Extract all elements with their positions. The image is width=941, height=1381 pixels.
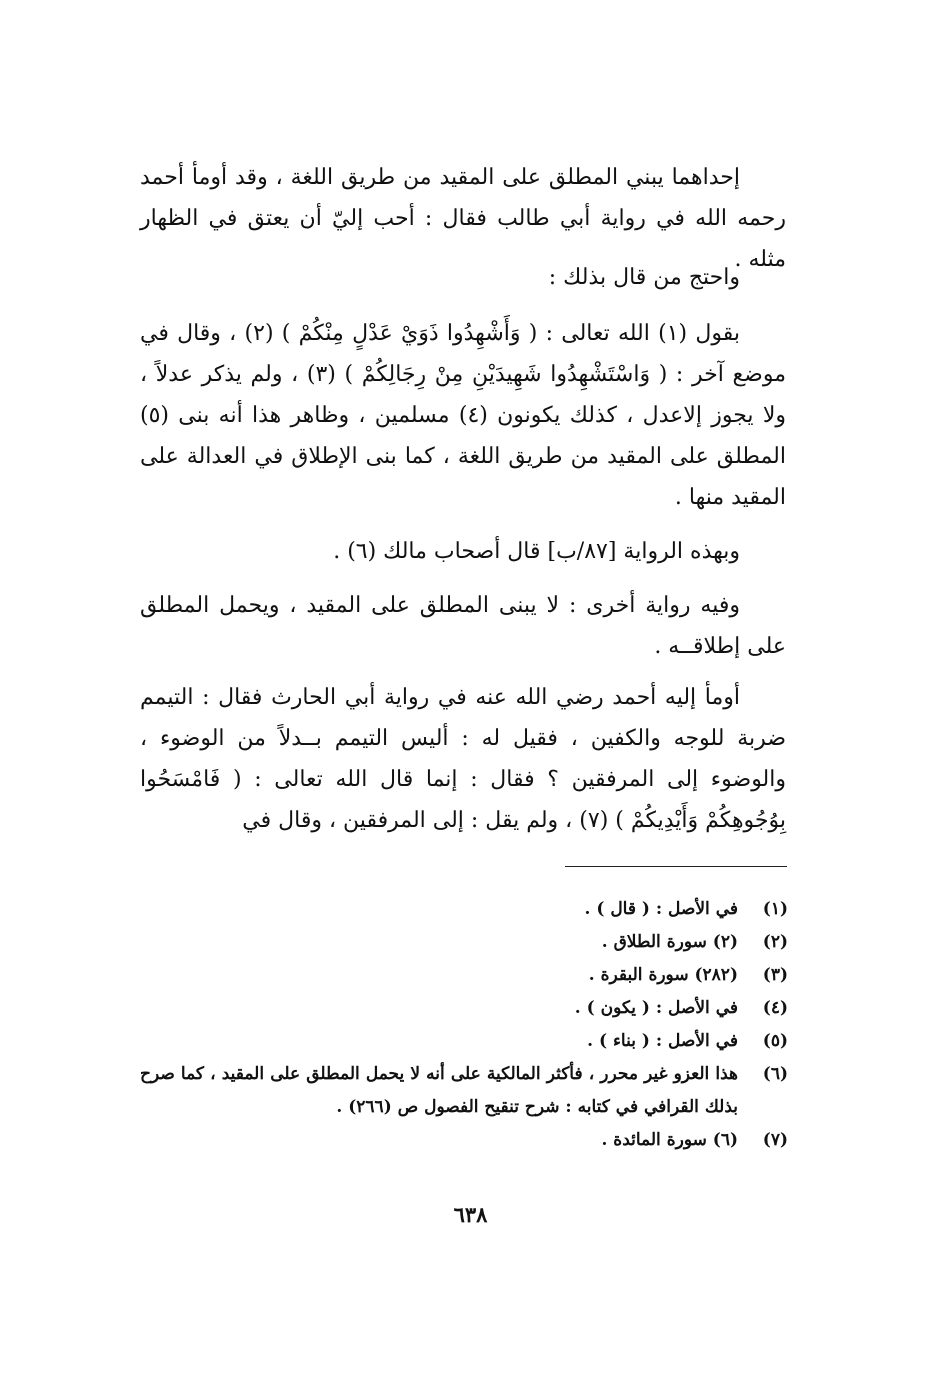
footnotes xyxy=(140,893,788,1157)
main-text xyxy=(140,0,786,860)
footnote-3 xyxy=(140,959,788,992)
footnote-number: (٢) xyxy=(762,932,788,952)
paragraph-1: إحداهما يبني المطلق على المقيد من طريق اللغة ، وقد أومأ أحمد رحمه الله في رواية أبي طالب فقال : أحب إليّ أن يعتق في الظهار مثله . xyxy=(140,165,786,272)
footnote-text: هذا العزو غير محرر ، فأكثر المالكية على أنه لا يحمل المطلق على المقيد ، كما صرح بذلك القرافي في كتابه : شرح تنقيح الفصول ص (٢٦٦) . xyxy=(140,1064,738,1117)
footnote-1 xyxy=(140,893,788,926)
footnote-text: في الأصل : ( قال ) . xyxy=(584,899,738,919)
footnote-text: (٢) سورة الطلاق . xyxy=(601,932,738,952)
footnote-number: (٤) xyxy=(762,998,788,1018)
paragraph-2: واحتج من قال بذلك : xyxy=(548,265,740,290)
footnote-text: في الأصل : ( يكون ) . xyxy=(574,998,738,1018)
footnote-7 xyxy=(140,1124,788,1157)
paragraph-5: وفيه رواية أخرى : لا يبنى المطلق على المقيد ، ويحمل المطلق على إطلاقــه . xyxy=(140,593,786,659)
footnote-4 xyxy=(140,992,788,1025)
footnote-2 xyxy=(140,926,788,959)
footnote-number: (٥) xyxy=(762,1031,788,1051)
paragraph-4: وبهذه الرواية [٨٧/ب] قال أصحاب مالك (٦) . xyxy=(333,539,740,564)
footnote-number: (٦) xyxy=(762,1064,788,1084)
footnote-number: (٣) xyxy=(762,965,788,985)
footnote-number: (١) xyxy=(762,899,788,919)
footnote-number: (٧) xyxy=(762,1130,788,1150)
page-number: ٦٣٨ xyxy=(453,1202,488,1227)
footnote-text: (٢٨٢) سورة البقرة . xyxy=(588,965,738,985)
footnote-6 xyxy=(140,1058,788,1124)
footnote-text: (٦) سورة المائدة . xyxy=(601,1130,738,1150)
paragraph-6: أومأ إليه أحمد رضي الله عنه في رواية أبي الحارث فقال : التيمم ضربة للوجه والكفين ، فقيل له : أليس التيمم بــدلاً من الوضوء ، والوضوء إلى المرفقين ؟ فقال : إنما قال الله تعالى : ( فَامْسَحُوا بِوُجُوهِكُمْ وَأَيْدِيكُمْ ) (٧) ، ولم يقل : إلى المرفقين ، وقال في xyxy=(140,685,786,833)
footnote-text: في الأصل : ( بناء ) . xyxy=(587,1031,738,1051)
footnote-5 xyxy=(140,1025,788,1058)
footnote-separator xyxy=(565,866,787,867)
paragraph-3: بقول (١) الله تعالى : ( وَأَشْهِدُوا ذَوَيْ عَدْلٍ مِنْكُمْ ) (٢) ، وقال في موضع آخر : ( وَاسْتَشْهِدُوا شَهِيدَيْنِ مِنْ رِجَالِكُمْ ) (٣) ، ولم يذكر عدلاً ، ولا يجوز إلاعدل ، كذلك يكونون (٤) مسلمين ، وظاهر هذا أنه بنى (٥) المطلق على المقيد من طريق اللغة ، كما بنى الإطلاق في العدالة على المقيد منها . xyxy=(140,321,786,510)
